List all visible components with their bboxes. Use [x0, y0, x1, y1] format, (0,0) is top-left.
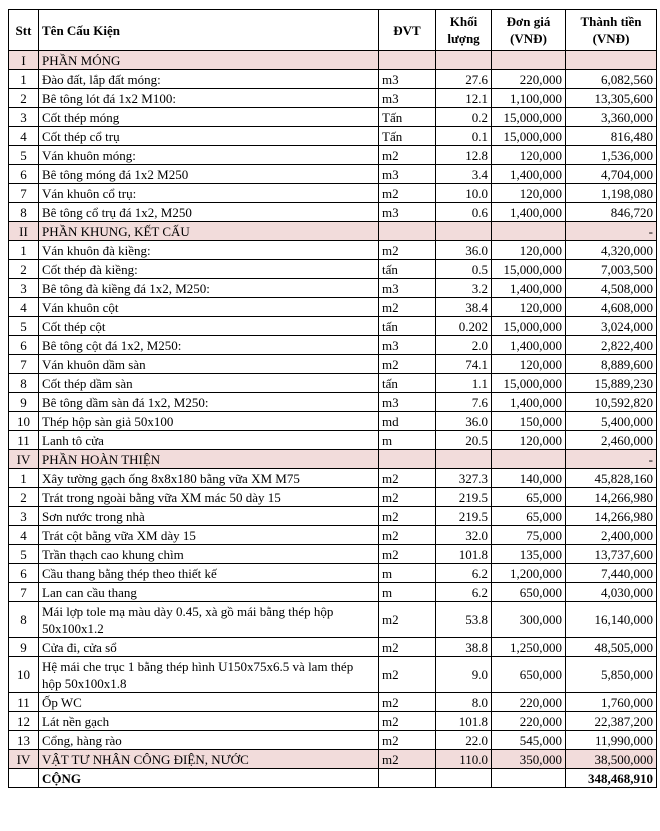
row-total: 1,198,080	[566, 184, 657, 203]
row-price: 140,000	[492, 469, 566, 488]
row-stt: 6	[9, 564, 39, 583]
row-unit: Tấn	[379, 127, 436, 146]
section-row	[9, 51, 657, 70]
grand-total-label: CỘNG	[39, 769, 379, 788]
row-total: 7,440,000	[566, 564, 657, 583]
row-qty: 27.6	[436, 70, 492, 89]
row-total: 846,720	[566, 203, 657, 222]
row-total: 6,082,560	[566, 70, 657, 89]
row-qty: 1.1	[436, 374, 492, 393]
table-row	[9, 127, 657, 146]
row-price: 1,100,000	[492, 89, 566, 108]
table-row	[9, 165, 657, 184]
row-name: Cốt thép dầm sàn	[39, 374, 379, 393]
row-unit: m	[379, 431, 436, 450]
table-row	[9, 203, 657, 222]
row-price: 220,000	[492, 70, 566, 89]
row-stt: 10	[9, 657, 39, 693]
row-price: 1,400,000	[492, 165, 566, 184]
total-stt-cell	[9, 769, 39, 788]
row-name: Bê tông cột đá 1x2, M250:	[39, 336, 379, 355]
row-stt: 2	[9, 488, 39, 507]
row-price: 15,000,000	[492, 127, 566, 146]
row-qty: 6.2	[436, 564, 492, 583]
row-price: 220,000	[492, 693, 566, 712]
header-total: Thành tiền (VNĐ)	[566, 10, 657, 51]
row-unit: m2	[379, 545, 436, 564]
row-unit: m2	[379, 507, 436, 526]
row-total: 816,480	[566, 127, 657, 146]
row-price: 15,000,000	[492, 260, 566, 279]
table-body	[9, 51, 657, 788]
row-unit: m	[379, 583, 436, 602]
row-total: 1,760,000	[566, 693, 657, 712]
row-total: 2,400,000	[566, 526, 657, 545]
row-unit: m	[379, 564, 436, 583]
row-name: Lan can cầu thang	[39, 583, 379, 602]
row-name: Ván khuôn đà kiềng:	[39, 241, 379, 260]
row-name: Cầu thang bằng thép theo thiết kế	[39, 564, 379, 583]
table-row	[9, 526, 657, 545]
row-name: Trần thạch cao khung chìm	[39, 545, 379, 564]
table-row	[9, 469, 657, 488]
row-stt: 11	[9, 693, 39, 712]
row-price: 300,000	[492, 602, 566, 638]
section-name: PHẦN HOÀN THIỆN	[39, 450, 379, 469]
row-qty: 327.3	[436, 469, 492, 488]
row-unit: m3	[379, 336, 436, 355]
row-qty: 38.4	[436, 298, 492, 317]
row-total: 3,024,000	[566, 317, 657, 336]
row-price: 65,000	[492, 507, 566, 526]
row-price: 1,400,000	[492, 279, 566, 298]
row-stt: 2	[9, 260, 39, 279]
table-row	[9, 507, 657, 526]
row-unit: m3	[379, 203, 436, 222]
total-price-cell	[492, 769, 566, 788]
row-price: 1,400,000	[492, 336, 566, 355]
row-unit: m2	[379, 146, 436, 165]
section-total	[566, 51, 657, 70]
table-row	[9, 70, 657, 89]
row-price: 120,000	[492, 431, 566, 450]
table-row	[9, 260, 657, 279]
total-unit-cell	[379, 769, 436, 788]
row-qty: 101.8	[436, 712, 492, 731]
row-price: 650,000	[492, 657, 566, 693]
row-price: 220,000	[492, 712, 566, 731]
row-name: Thép hộp sàn giả 50x100	[39, 412, 379, 431]
row-unit: m3	[379, 279, 436, 298]
row-stt: 1	[9, 241, 39, 260]
row-name: Bê tông móng đá 1x2 M250	[39, 165, 379, 184]
section-price	[492, 222, 566, 241]
row-total: 13,737,600	[566, 545, 657, 564]
table-row	[9, 431, 657, 450]
row-stt: 7	[9, 184, 39, 203]
header-price: Đơn giá (VNĐ)	[492, 10, 566, 51]
section-total: -	[566, 222, 657, 241]
row-name: Trát trong ngoài bằng vữa XM mác 50 dày 15	[39, 488, 379, 507]
row-unit: m2	[379, 638, 436, 657]
row-price: 120,000	[492, 298, 566, 317]
row-unit: m2	[379, 731, 436, 750]
row-unit: m2	[379, 712, 436, 731]
row-stt: 1	[9, 469, 39, 488]
row-qty: 0.5	[436, 260, 492, 279]
row-total: 48,505,000	[566, 638, 657, 657]
section-name: PHẦN KHUNG, KẾT CẤU	[39, 222, 379, 241]
total-qty-cell	[436, 769, 492, 788]
table-row	[9, 184, 657, 203]
row-total: 8,889,600	[566, 355, 657, 374]
row-qty: 0.1	[436, 127, 492, 146]
row-total: 5,400,000	[566, 412, 657, 431]
row-total: 4,508,000	[566, 279, 657, 298]
table-row	[9, 693, 657, 712]
header-name: Tên Cấu Kiện	[39, 10, 379, 51]
table-row	[9, 583, 657, 602]
row-qty: 10.0	[436, 184, 492, 203]
section-stt: IV	[9, 450, 39, 469]
row-total: 16,140,000	[566, 602, 657, 638]
row-qty: 0.202	[436, 317, 492, 336]
row-price: 120,000	[492, 355, 566, 374]
row-price: 135,000	[492, 545, 566, 564]
table-row	[9, 355, 657, 374]
section-unit	[379, 450, 436, 469]
row-stt: 8	[9, 203, 39, 222]
row-name: Xây tường gạch ống 8x8x180 bằng vữa XM M75	[39, 469, 379, 488]
table-row	[9, 374, 657, 393]
row-name: Ván khuôn cổ trụ:	[39, 184, 379, 203]
table-row	[9, 412, 657, 431]
row-total: 4,608,000	[566, 298, 657, 317]
row-price: 1,400,000	[492, 203, 566, 222]
row-name: Ván khuôn dầm sàn	[39, 355, 379, 374]
row-price: 15,000,000	[492, 374, 566, 393]
section-price	[492, 51, 566, 70]
row-price: 120,000	[492, 241, 566, 260]
row-name: Mái lợp tole mạ màu dày 0.45, xà gồ mái bằng thép hộp 50x100x1.2	[39, 602, 379, 638]
row-unit: m3	[379, 70, 436, 89]
table-row	[9, 731, 657, 750]
row-name: Đào đất, lắp đất móng:	[39, 70, 379, 89]
section-price: 350,000	[492, 750, 566, 769]
row-unit: md	[379, 412, 436, 431]
row-stt: 11	[9, 431, 39, 450]
row-unit: m2	[379, 526, 436, 545]
row-name: Trát cột bằng vữa XM dày 15	[39, 526, 379, 545]
row-total: 4,030,000	[566, 583, 657, 602]
table-row	[9, 488, 657, 507]
row-stt: 3	[9, 507, 39, 526]
row-qty: 0.6	[436, 203, 492, 222]
row-price: 1,400,000	[492, 393, 566, 412]
row-name: Bê tông đà kiềng đá 1x2, M250:	[39, 279, 379, 298]
cost-estimate-sheet	[8, 9, 657, 788]
row-price: 545,000	[492, 731, 566, 750]
row-unit: Tấn	[379, 108, 436, 127]
row-stt: 8	[9, 602, 39, 638]
row-qty: 3.4	[436, 165, 492, 184]
row-qty: 22.0	[436, 731, 492, 750]
section-row	[9, 750, 657, 769]
row-unit: m2	[379, 657, 436, 693]
row-name: Cốt thép cổ trụ	[39, 127, 379, 146]
section-qty	[436, 51, 492, 70]
row-stt: 9	[9, 638, 39, 657]
row-stt: 7	[9, 583, 39, 602]
row-qty: 2.0	[436, 336, 492, 355]
row-name: Cốt thép đà kiềng:	[39, 260, 379, 279]
row-stt: 5	[9, 545, 39, 564]
row-stt: 6	[9, 165, 39, 184]
row-stt: 2	[9, 89, 39, 108]
row-price: 650,000	[492, 583, 566, 602]
row-total: 14,266,980	[566, 488, 657, 507]
cost-table	[8, 9, 657, 788]
row-stt: 5	[9, 146, 39, 165]
table-row	[9, 638, 657, 657]
row-total: 11,990,000	[566, 731, 657, 750]
row-stt: 6	[9, 336, 39, 355]
row-total: 15,889,230	[566, 374, 657, 393]
table-row	[9, 317, 657, 336]
row-stt: 13	[9, 731, 39, 750]
row-name: Lát nền gạch	[39, 712, 379, 731]
section-name: VẬT TƯ NHÂN CÔNG ĐIỆN, NƯỚC	[39, 750, 379, 769]
section-stt: I	[9, 51, 39, 70]
row-qty: 32.0	[436, 526, 492, 545]
row-qty: 74.1	[436, 355, 492, 374]
row-unit: m3	[379, 393, 436, 412]
table-row	[9, 602, 657, 638]
row-unit: m2	[379, 355, 436, 374]
row-qty: 36.0	[436, 412, 492, 431]
section-stt: II	[9, 222, 39, 241]
row-name: Cửa đi, cửa sổ	[39, 638, 379, 657]
table-row	[9, 89, 657, 108]
section-row	[9, 450, 657, 469]
row-unit: tấn	[379, 260, 436, 279]
row-stt: 1	[9, 70, 39, 89]
section-row	[9, 222, 657, 241]
row-total: 45,828,160	[566, 469, 657, 488]
table-row	[9, 279, 657, 298]
row-name: Ốp WC	[39, 693, 379, 712]
row-total: 4,704,000	[566, 165, 657, 184]
row-name: Ván khuôn móng:	[39, 146, 379, 165]
header-unit: ĐVT	[379, 10, 436, 51]
grand-total-value: 348,468,910	[566, 769, 657, 788]
row-total: 2,460,000	[566, 431, 657, 450]
row-qty: 219.5	[436, 507, 492, 526]
row-total: 1,536,000	[566, 146, 657, 165]
table-row	[9, 712, 657, 731]
row-qty: 36.0	[436, 241, 492, 260]
grand-total-row	[9, 769, 657, 788]
row-price: 15,000,000	[492, 317, 566, 336]
table-row	[9, 564, 657, 583]
row-qty: 9.0	[436, 657, 492, 693]
row-total: 22,387,200	[566, 712, 657, 731]
table-row	[9, 108, 657, 127]
section-unit	[379, 222, 436, 241]
section-qty	[436, 450, 492, 469]
row-stt: 4	[9, 526, 39, 545]
section-total: 38,500,000	[566, 750, 657, 769]
row-price: 120,000	[492, 184, 566, 203]
row-price: 1,200,000	[492, 564, 566, 583]
row-unit: m3	[379, 165, 436, 184]
section-unit: m2	[379, 750, 436, 769]
row-unit: tấn	[379, 317, 436, 336]
row-unit: m2	[379, 488, 436, 507]
header-qty: Khối lượng	[436, 10, 492, 51]
row-total: 7,003,500	[566, 260, 657, 279]
row-total: 14,266,980	[566, 507, 657, 526]
table-row	[9, 241, 657, 260]
row-name: Bê tông dầm sàn đá 1x2, M250:	[39, 393, 379, 412]
row-name: Sơn nước trong nhà	[39, 507, 379, 526]
row-price: 120,000	[492, 146, 566, 165]
header-row	[9, 10, 657, 51]
row-total: 4,320,000	[566, 241, 657, 260]
section-unit	[379, 51, 436, 70]
section-name: PHẦN MÓNG	[39, 51, 379, 70]
section-qty	[436, 222, 492, 241]
row-unit: tấn	[379, 374, 436, 393]
row-unit: m2	[379, 184, 436, 203]
row-qty: 6.2	[436, 583, 492, 602]
row-stt: 4	[9, 127, 39, 146]
row-stt: 7	[9, 355, 39, 374]
row-name: Bê tông lót đá 1x2 M100:	[39, 89, 379, 108]
section-price	[492, 450, 566, 469]
section-qty: 110.0	[436, 750, 492, 769]
row-unit: m2	[379, 693, 436, 712]
row-stt: 5	[9, 317, 39, 336]
row-qty: 3.2	[436, 279, 492, 298]
row-unit: m2	[379, 469, 436, 488]
row-stt: 9	[9, 393, 39, 412]
row-qty: 7.6	[436, 393, 492, 412]
table-row	[9, 146, 657, 165]
row-price: 65,000	[492, 488, 566, 507]
table-row	[9, 336, 657, 355]
row-total: 5,850,000	[566, 657, 657, 693]
table-row	[9, 393, 657, 412]
row-unit: m2	[379, 241, 436, 260]
row-price: 75,000	[492, 526, 566, 545]
row-name: Cốt thép cột	[39, 317, 379, 336]
row-stt: 3	[9, 279, 39, 298]
row-price: 15,000,000	[492, 108, 566, 127]
row-stt: 3	[9, 108, 39, 127]
section-stt: IV	[9, 750, 39, 769]
row-stt: 8	[9, 374, 39, 393]
row-total: 13,305,600	[566, 89, 657, 108]
row-unit: m2	[379, 298, 436, 317]
row-qty: 101.8	[436, 545, 492, 564]
row-unit: m3	[379, 89, 436, 108]
row-stt: 10	[9, 412, 39, 431]
row-name: Cốt thép móng	[39, 108, 379, 127]
row-stt: 4	[9, 298, 39, 317]
row-total: 10,592,820	[566, 393, 657, 412]
row-qty: 219.5	[436, 488, 492, 507]
row-qty: 53.8	[436, 602, 492, 638]
section-total: -	[566, 450, 657, 469]
row-stt: 12	[9, 712, 39, 731]
row-name: Cổng, hàng rào	[39, 731, 379, 750]
row-name: Bê tông cổ trụ đá 1x2, M250	[39, 203, 379, 222]
row-qty: 38.8	[436, 638, 492, 657]
row-unit: m2	[379, 602, 436, 638]
table-row	[9, 657, 657, 693]
row-qty: 12.1	[436, 89, 492, 108]
row-total: 3,360,000	[566, 108, 657, 127]
row-total: 2,822,400	[566, 336, 657, 355]
row-price: 150,000	[492, 412, 566, 431]
row-qty: 12.8	[436, 146, 492, 165]
table-row	[9, 298, 657, 317]
row-qty: 0.2	[436, 108, 492, 127]
header-stt: Stt	[9, 10, 39, 51]
row-name: Hệ mái che trục 1 bằng thép hình U150x75x6.5 và lam thép hộp 50x100x1.8	[39, 657, 379, 693]
row-qty: 8.0	[436, 693, 492, 712]
row-name: Ván khuôn cột	[39, 298, 379, 317]
row-name: Lanh tô cửa	[39, 431, 379, 450]
table-row	[9, 545, 657, 564]
row-price: 1,250,000	[492, 638, 566, 657]
row-qty: 20.5	[436, 431, 492, 450]
